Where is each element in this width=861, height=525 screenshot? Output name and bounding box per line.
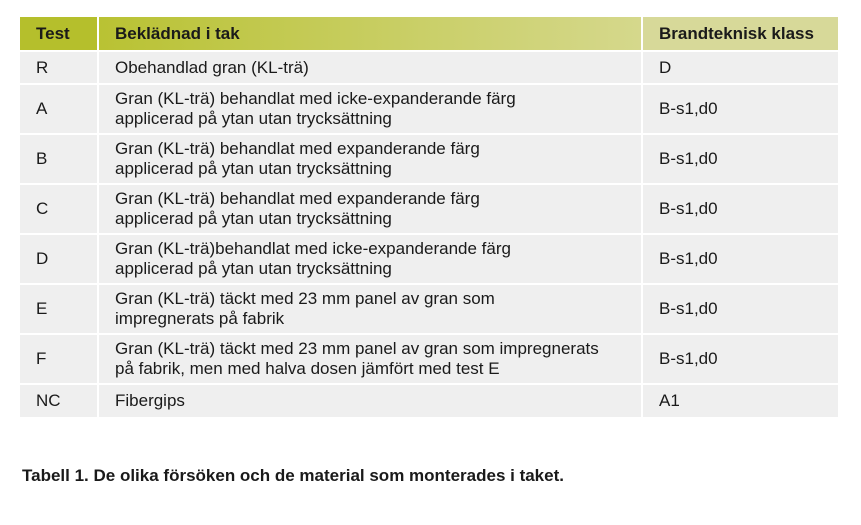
table-row: [20, 51, 838, 84]
cell-fire-class: A1: [642, 384, 838, 417]
cladding-line: Gran (KL-trä) behandlat med expanderande färg: [115, 139, 480, 158]
cladding-line: Obehandlad gran (KL-trä): [115, 57, 309, 77]
cladding-line: Gran (KL-trä)behandlat med icke-expanderande färg: [115, 239, 511, 258]
cell-cladding: [98, 84, 642, 134]
fire-test-table: [20, 17, 838, 417]
table-body: [20, 51, 838, 417]
header-test: Test: [20, 17, 98, 51]
cell-test: F: [20, 334, 98, 384]
cell-test: A: [20, 84, 98, 134]
cladding-line: Gran (KL-trä) täckt med 23 mm panel av gran som: [115, 289, 495, 308]
table-caption: Tabell 1. De olika försöken och de material som monterades i taket.: [22, 466, 564, 485]
cell-cladding: [98, 184, 642, 234]
header-cladding: Beklädnad i tak: [98, 17, 642, 51]
cell-test: NC: [20, 384, 98, 417]
table-row: [20, 234, 838, 284]
cell-test: D: [20, 234, 98, 284]
cell-cladding: [98, 234, 642, 284]
cell-cladding: [98, 384, 642, 417]
cell-test: R: [20, 51, 98, 84]
cladding-line: Gran (KL-trä) behandlat med expanderande färg: [115, 189, 480, 208]
table-row: [20, 334, 838, 384]
fire-test-table-container: [20, 17, 838, 417]
cladding-line: applicerad på ytan utan trycksättning: [115, 209, 392, 228]
cladding-line: Fibergips: [115, 391, 185, 410]
cell-fire-class: B-s1,d0: [642, 334, 838, 384]
cell-test: B: [20, 134, 98, 184]
table-header: [20, 17, 838, 51]
cell-fire-class: B-s1,d0: [642, 284, 838, 334]
cell-fire-class: B-s1,d0: [642, 184, 838, 234]
cladding-line: applicerad på ytan utan trycksättning: [115, 259, 392, 278]
cell-fire-class: B-s1,d0: [642, 84, 838, 134]
cell-fire-class: B-s1,d0: [642, 134, 838, 184]
cladding-line: Gran (KL-trä) behandlat med icke-expanderande färg: [115, 89, 516, 108]
header-fire-class: Brandteknisk klass: [642, 17, 838, 51]
cladding-line: Gran (KL-trä) täckt med 23 mm panel av gran som impregnerats: [115, 339, 599, 358]
cell-fire-class: D: [642, 51, 838, 84]
cladding-line: applicerad på ytan utan trycksättning: [115, 109, 392, 128]
cell-cladding: [98, 334, 642, 384]
cell-test: C: [20, 184, 98, 234]
cell-cladding: [98, 284, 642, 334]
cell-cladding: [98, 51, 642, 84]
table-row: [20, 284, 838, 334]
table-row: [20, 84, 838, 134]
cladding-line: impregnerats på fabrik: [115, 309, 285, 328]
header-row: [20, 17, 838, 51]
table-row: [20, 134, 838, 184]
cell-test: E: [20, 284, 98, 334]
cladding-line: applicerad på ytan utan trycksättning: [115, 159, 392, 178]
cell-fire-class: B-s1,d0: [642, 234, 838, 284]
cell-cladding: [98, 134, 642, 184]
table-row: [20, 184, 838, 234]
cladding-line: på fabrik, men med halva dosen jämfört med test E: [115, 359, 500, 378]
table-row: [20, 384, 838, 417]
